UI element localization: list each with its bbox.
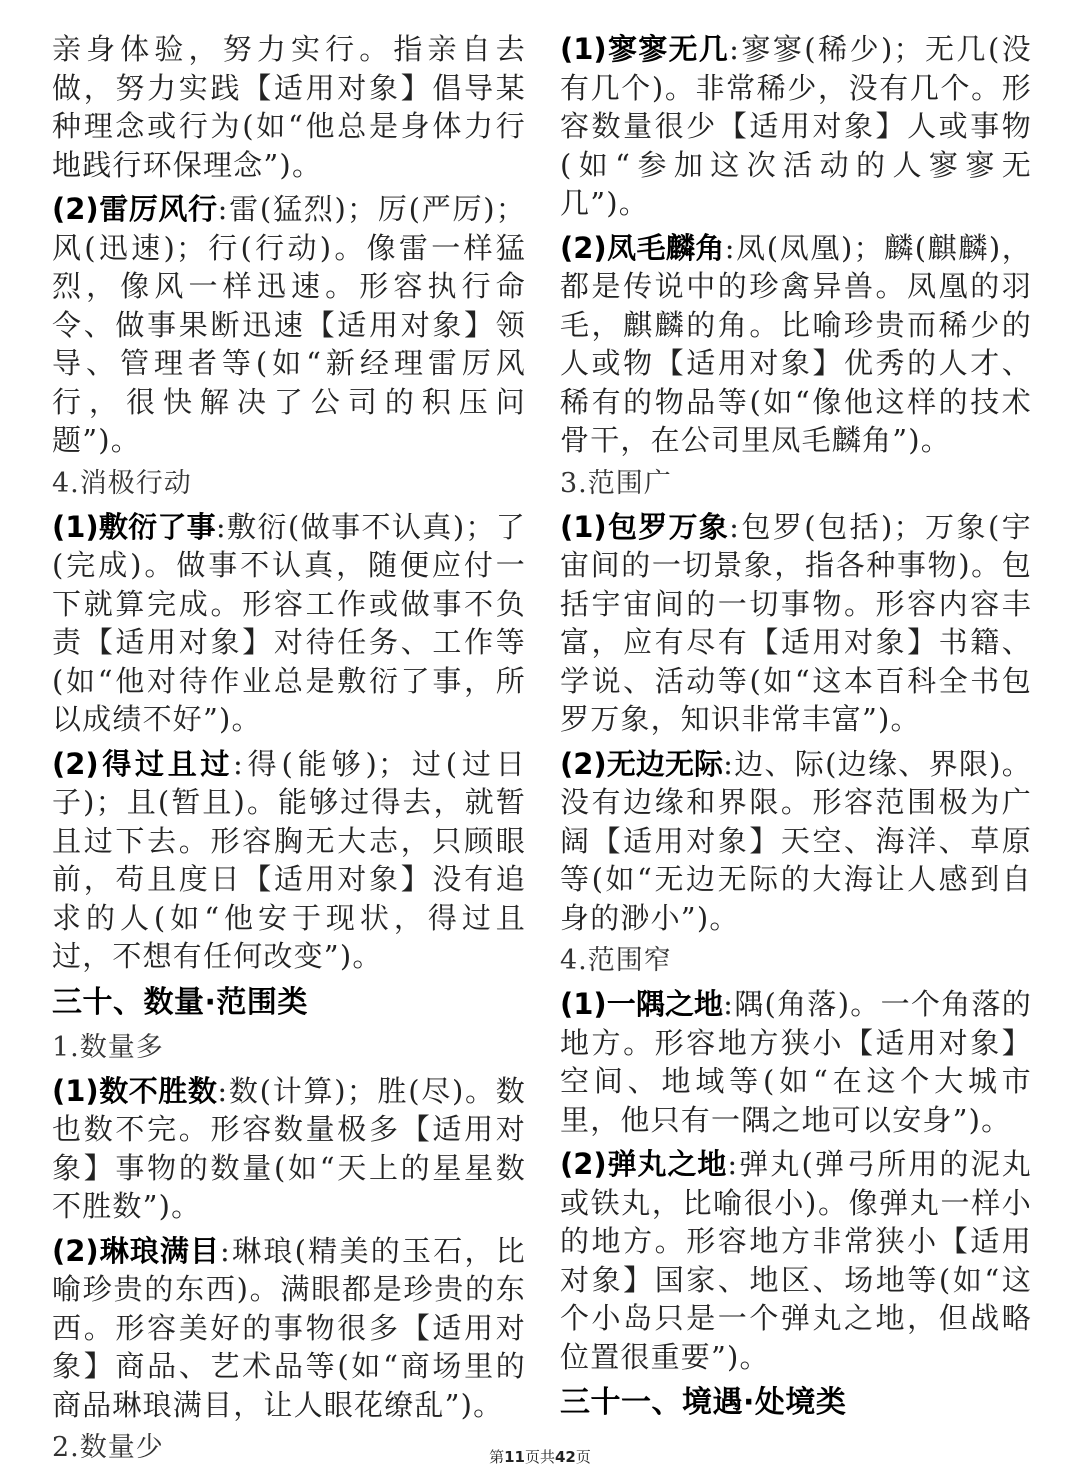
idiom-definition: :得(能够)；过(过日子)；且(暂且)。能够过得去，就暂且过下去。形容胸无大志，只顾眼前，苟且度日【适用对象】没有追求的人(如“他安于现状，得过且过，不想有任何改变”)。 bbox=[52, 746, 526, 973]
entry-number: (1) bbox=[560, 987, 607, 1021]
idiom-definition: :寥寥(稀少)；无几(没有几个)。非常稀少，没有几个。形容数量很少【适用对象】人或事物(如“参加这次活动的人寥寥无几”)。 bbox=[560, 32, 1032, 220]
subheading-zhai: 4.范围窄 bbox=[560, 945, 672, 976]
subheading-shao: 2.数量少 bbox=[52, 1432, 164, 1463]
idiom-entry-wubian bbox=[560, 745, 1032, 938]
footer-prefix: 第 bbox=[489, 1448, 505, 1466]
right-column bbox=[560, 30, 1032, 1430]
footer-middle: 页共 bbox=[524, 1448, 555, 1466]
idiom-entry-deguo bbox=[52, 745, 526, 976]
idiom-term: 雷厉风行 bbox=[98, 192, 218, 226]
entry-number: (1) bbox=[560, 32, 607, 66]
subheading-guang: 3.范围广 bbox=[560, 467, 672, 499]
idiom-entry-shubu bbox=[52, 1072, 526, 1226]
idiom-entry-yiyu bbox=[560, 985, 1032, 1139]
idiom-term: 包罗万象 bbox=[606, 509, 730, 544]
idiom-term: 无边无际 bbox=[606, 746, 724, 781]
idiom-term: 寥寥无几 bbox=[606, 32, 730, 66]
footer-page-number: 11 bbox=[504, 1448, 525, 1466]
intro-paragraph: 亲身体验，努力实行。指亲自去做，努力实践【适用对象】倡导某种理念或行为(如“他总是身体力行地践行环保理念”)。 bbox=[52, 32, 526, 182]
entry-number: (2) bbox=[52, 192, 99, 226]
idiom-definition: :敷衍(做事不认真)；了(完成)。做事不认真，随便应付一下就算完成。形容工作或做事不负责【适用对象】对待任务、工作等(如“他对待作业总是敷衍了事，所以成绩不好”)。 bbox=[52, 509, 526, 736]
idiom-definition: :琳琅(精美的玉石，比喻珍贵的东西)。满眼都是珍贵的东西。形容美好的事物很多【适用对象】商品、艺术品等(如“商场里的商品琳琅满目，让人眼花缭乱”)。 bbox=[52, 1233, 526, 1422]
footer-suffix: 页 bbox=[575, 1448, 591, 1466]
idiom-definition: :凤(凤凰)；麟(麒麟)，都是传说中的珍禽异兽。凤凰的羽毛，麒麟的角。比喻珍贵而稀少的人或物【适用对象】优秀的人才、稀有的物品等(如“像他这样的技术骨干，在公司里凤毛麟角”)。 bbox=[560, 230, 1032, 457]
idiom-definition: :弹丸(弹弓所用的泥丸或铁丸，比喻很小)。像弹丸一样小的地方。形容地方非常狭小【适用对象】国家、地区、场地等(如“这个小岛只是一个弹丸之地，但战略位置很重要”)。 bbox=[560, 1147, 1032, 1374]
subheading-duo: 1.数量多 bbox=[52, 1031, 164, 1063]
idiom-definition: :雷(猛烈)；厉(严厉)；风(迅速)；行(行动)。像雷一样猛烈，像风一样迅速。形容执行命令、做事果断迅速【适用对象】领导、管理者等(如“新经理雷厉风行，很快解决了公司的积压问题”)。 bbox=[52, 192, 526, 457]
idiom-entry-danwan bbox=[560, 1145, 1032, 1376]
idiom-definition: :边、际(边缘、界限)。没有边缘和界限。形容范围极为广阔【适用对象】天空、海洋、草原等(如“无边无际的大海让人感到自身的渺小”)。 bbox=[560, 746, 1032, 935]
idiom-entry-fuyan bbox=[52, 508, 526, 739]
idiom-definition: :数(计算)；胜(尽)。数也数不完。形容数量极多【适用对象】事物的数量(如“天上的星星数不胜数”)。 bbox=[52, 1073, 526, 1223]
left-column bbox=[52, 30, 526, 1472]
idiom-term: 一隅之地 bbox=[606, 987, 724, 1021]
entry-number: (2) bbox=[560, 1147, 607, 1181]
idiom-entry-linlang bbox=[52, 1232, 526, 1425]
entry-number: (1) bbox=[560, 509, 607, 544]
idiom-term: 凤毛麟角 bbox=[606, 230, 725, 265]
idiom-term: 敷衍了事 bbox=[98, 509, 216, 544]
idiom-term: 得过且过 bbox=[98, 746, 234, 781]
entry-number: (2) bbox=[560, 230, 607, 265]
idiom-entry-baoluo bbox=[560, 508, 1032, 739]
entry-number: (2) bbox=[560, 746, 607, 781]
subheading-xiaoji: 4.消极行动 bbox=[52, 467, 192, 499]
idiom-term: 琳琅满目 bbox=[98, 1233, 221, 1268]
entry-number: (2) bbox=[52, 1233, 99, 1268]
section-heading-30: 三十、数量·范围类 bbox=[52, 984, 308, 1020]
idiom-definition: :隅(角落)。一个角落的地方。形容地方狭小【适用对象】空间、地域等(如“在这个大城市里，他只有一隅之地可以安身”)。 bbox=[560, 987, 1032, 1137]
idiom-definition: :包罗(包括)；万象(宇宙间的一切景象，指各种事物)。包括宇宙间的一切事物。形容内容丰富，应有尽有【适用对象】书籍、学说、活动等(如“这本百科全书包罗万象，知识非常丰富”)。 bbox=[560, 509, 1032, 736]
idiom-entry-fengmao bbox=[560, 229, 1032, 460]
entry-number: (2) bbox=[52, 746, 99, 781]
idiom-term: 弹丸之地 bbox=[606, 1147, 728, 1181]
page-footer bbox=[0, 1446, 1080, 1467]
idiom-term: 数不胜数 bbox=[98, 1073, 218, 1108]
section-heading-31: 三十一、境遇·处境类 bbox=[560, 1385, 847, 1420]
idiom-entry-leili bbox=[52, 190, 526, 460]
entry-number: (1) bbox=[52, 509, 99, 544]
entry-number: (1) bbox=[52, 1073, 99, 1108]
idiom-entry-liaoliao bbox=[560, 30, 1032, 223]
footer-total-pages: 42 bbox=[555, 1448, 576, 1466]
